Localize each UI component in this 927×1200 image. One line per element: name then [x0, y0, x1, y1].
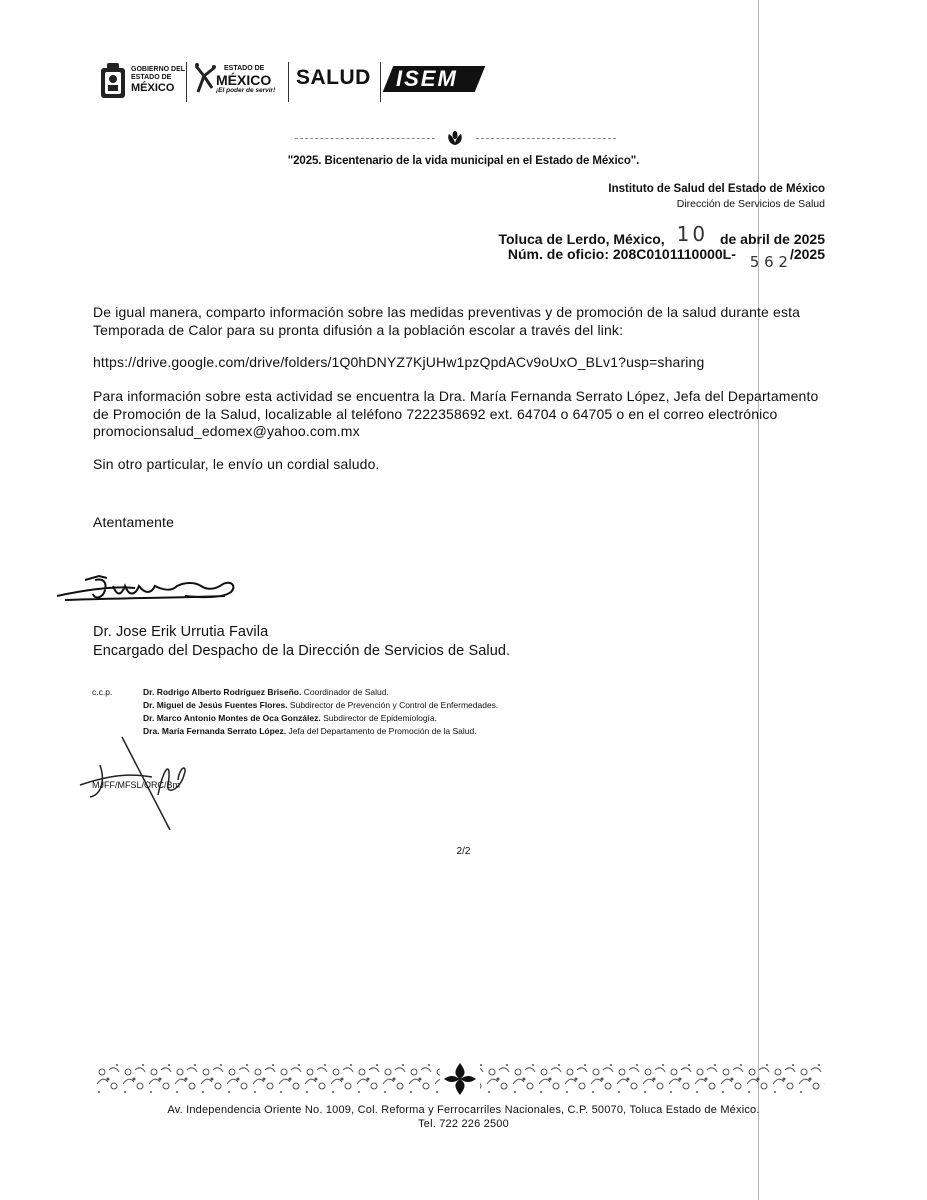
institution-name: Instituto de Salud del Estado de México [608, 183, 825, 195]
header-rule-right [476, 138, 616, 139]
oficio-label: Núm. de oficio: 208C0101110000L- [507, 246, 736, 262]
gobierno-line-2: ESTADO DE [131, 74, 172, 81]
year-motto: "2025. Bicentenario de la vida municipal en el Estado de México". [287, 155, 640, 167]
gobierno-line-3: MÉXICO [131, 82, 175, 94]
gobierno-logo-text [131, 66, 185, 94]
logo-divider [380, 62, 381, 102]
estado-line-2: MÉXICO [216, 72, 272, 88]
ccp-label: c.c.p. [92, 687, 113, 697]
footer-address: Av. Independencia Oriente No. 1009, Col. Reforma y Ferrocarriles Nacionales, C.P. 50070, Toluca Estado de México. [167, 1104, 760, 1116]
date-day-handwritten: 10 [676, 222, 709, 246]
oficio-number [507, 245, 825, 271]
header-logos [98, 60, 488, 108]
estado-line-1: ESTADO DE [224, 65, 265, 72]
ccp-name: Dr. Miguel de Jesús Fuentes Flores. [143, 700, 288, 710]
flower-ornament-icon [445, 130, 465, 146]
salutation: Atentamente [93, 514, 175, 530]
oficio-number-handwritten: 5 6 2 [749, 253, 788, 271]
ccp-role: Subdirector de Prevención y Control de Enfermedades. [289, 700, 499, 710]
salud-logo: SALUD [296, 66, 371, 89]
body-paragraph-2: Para información sobre esta actividad se encuentra la Dra. María Fernanda Serrato López, Jefa del Departamento de Promoción de la Salud, localizable al teléfono 7222358692 ext. 64704 o 64705 o en el correo electrónico promocionsalud_edomex@yahoo.com.mx [93, 388, 819, 439]
logo-divider [186, 62, 187, 102]
ccp-name: Dr. Marco Antonio Montes de Oca González. [143, 713, 321, 723]
state-coat-of-arms-icon [98, 62, 128, 102]
ccp-role: Subdirector de Epidemiología. [323, 713, 437, 723]
scan-artifact-line [758, 0, 759, 1200]
footer-ornament-band [95, 1062, 825, 1096]
gobierno-line-1: GOBIERNO DEL [131, 66, 186, 73]
date-rest: de abril de 2025 [719, 231, 825, 247]
materials-link[interactable]: https://drive.google.com/drive/folders/1Q0hDNYZ7KjUHw1pzQpdACv9oUxO_BLv1?usp=sharing [93, 354, 705, 370]
department-name: Dirección de Servicios de Salud [676, 198, 825, 210]
date-place: Toluca de Lerdo, México, [498, 231, 665, 247]
oficio-year: /2025 [789, 246, 825, 262]
ccp-entry [143, 712, 437, 725]
ccp-name: Dr. Rodrigo Alberto Rodríguez Briseño. [143, 687, 302, 697]
signatory-title: Encargado del Despacho de la Dirección de Servicios de Salud. [93, 643, 511, 659]
signature-scribble [55, 568, 245, 608]
isem-logo: ISEM [396, 66, 458, 91]
ccp-role: Jefa del Departamento de Promoción de la Salud. [288, 726, 477, 736]
closing-line: Sin otro particular, le envío un cordial saludo. [93, 456, 380, 472]
ccp-entry [143, 686, 389, 699]
ccp-entry [143, 699, 498, 712]
footer-phone: Tel. 722 226 2500 [418, 1118, 509, 1130]
logo-divider [288, 62, 289, 102]
estado-mexico-emblem-icon [192, 62, 218, 98]
ccp-name: Dra. María Fernanda Serrato López. [143, 726, 287, 736]
estado-logo-text [216, 65, 275, 95]
estado-tagline: ¡El poder de servir! [216, 87, 276, 94]
body-paragraph-1: De igual manera, comparto información sobre las medidas preventivas y de promoción de la salud durante esta Temporada de Calor para su pronta difusión a la población escolar a través del link: [93, 304, 801, 338]
signatory-name: Dr. Jose Erik Urrutia Favila [93, 624, 269, 640]
page-number: 2/2 [456, 846, 471, 857]
typist-initials: MJFF/MFSL/ORC/Bm [92, 780, 180, 790]
ccp-role: Coordinador de Salud. [303, 687, 389, 697]
header-rule-left [295, 138, 435, 139]
